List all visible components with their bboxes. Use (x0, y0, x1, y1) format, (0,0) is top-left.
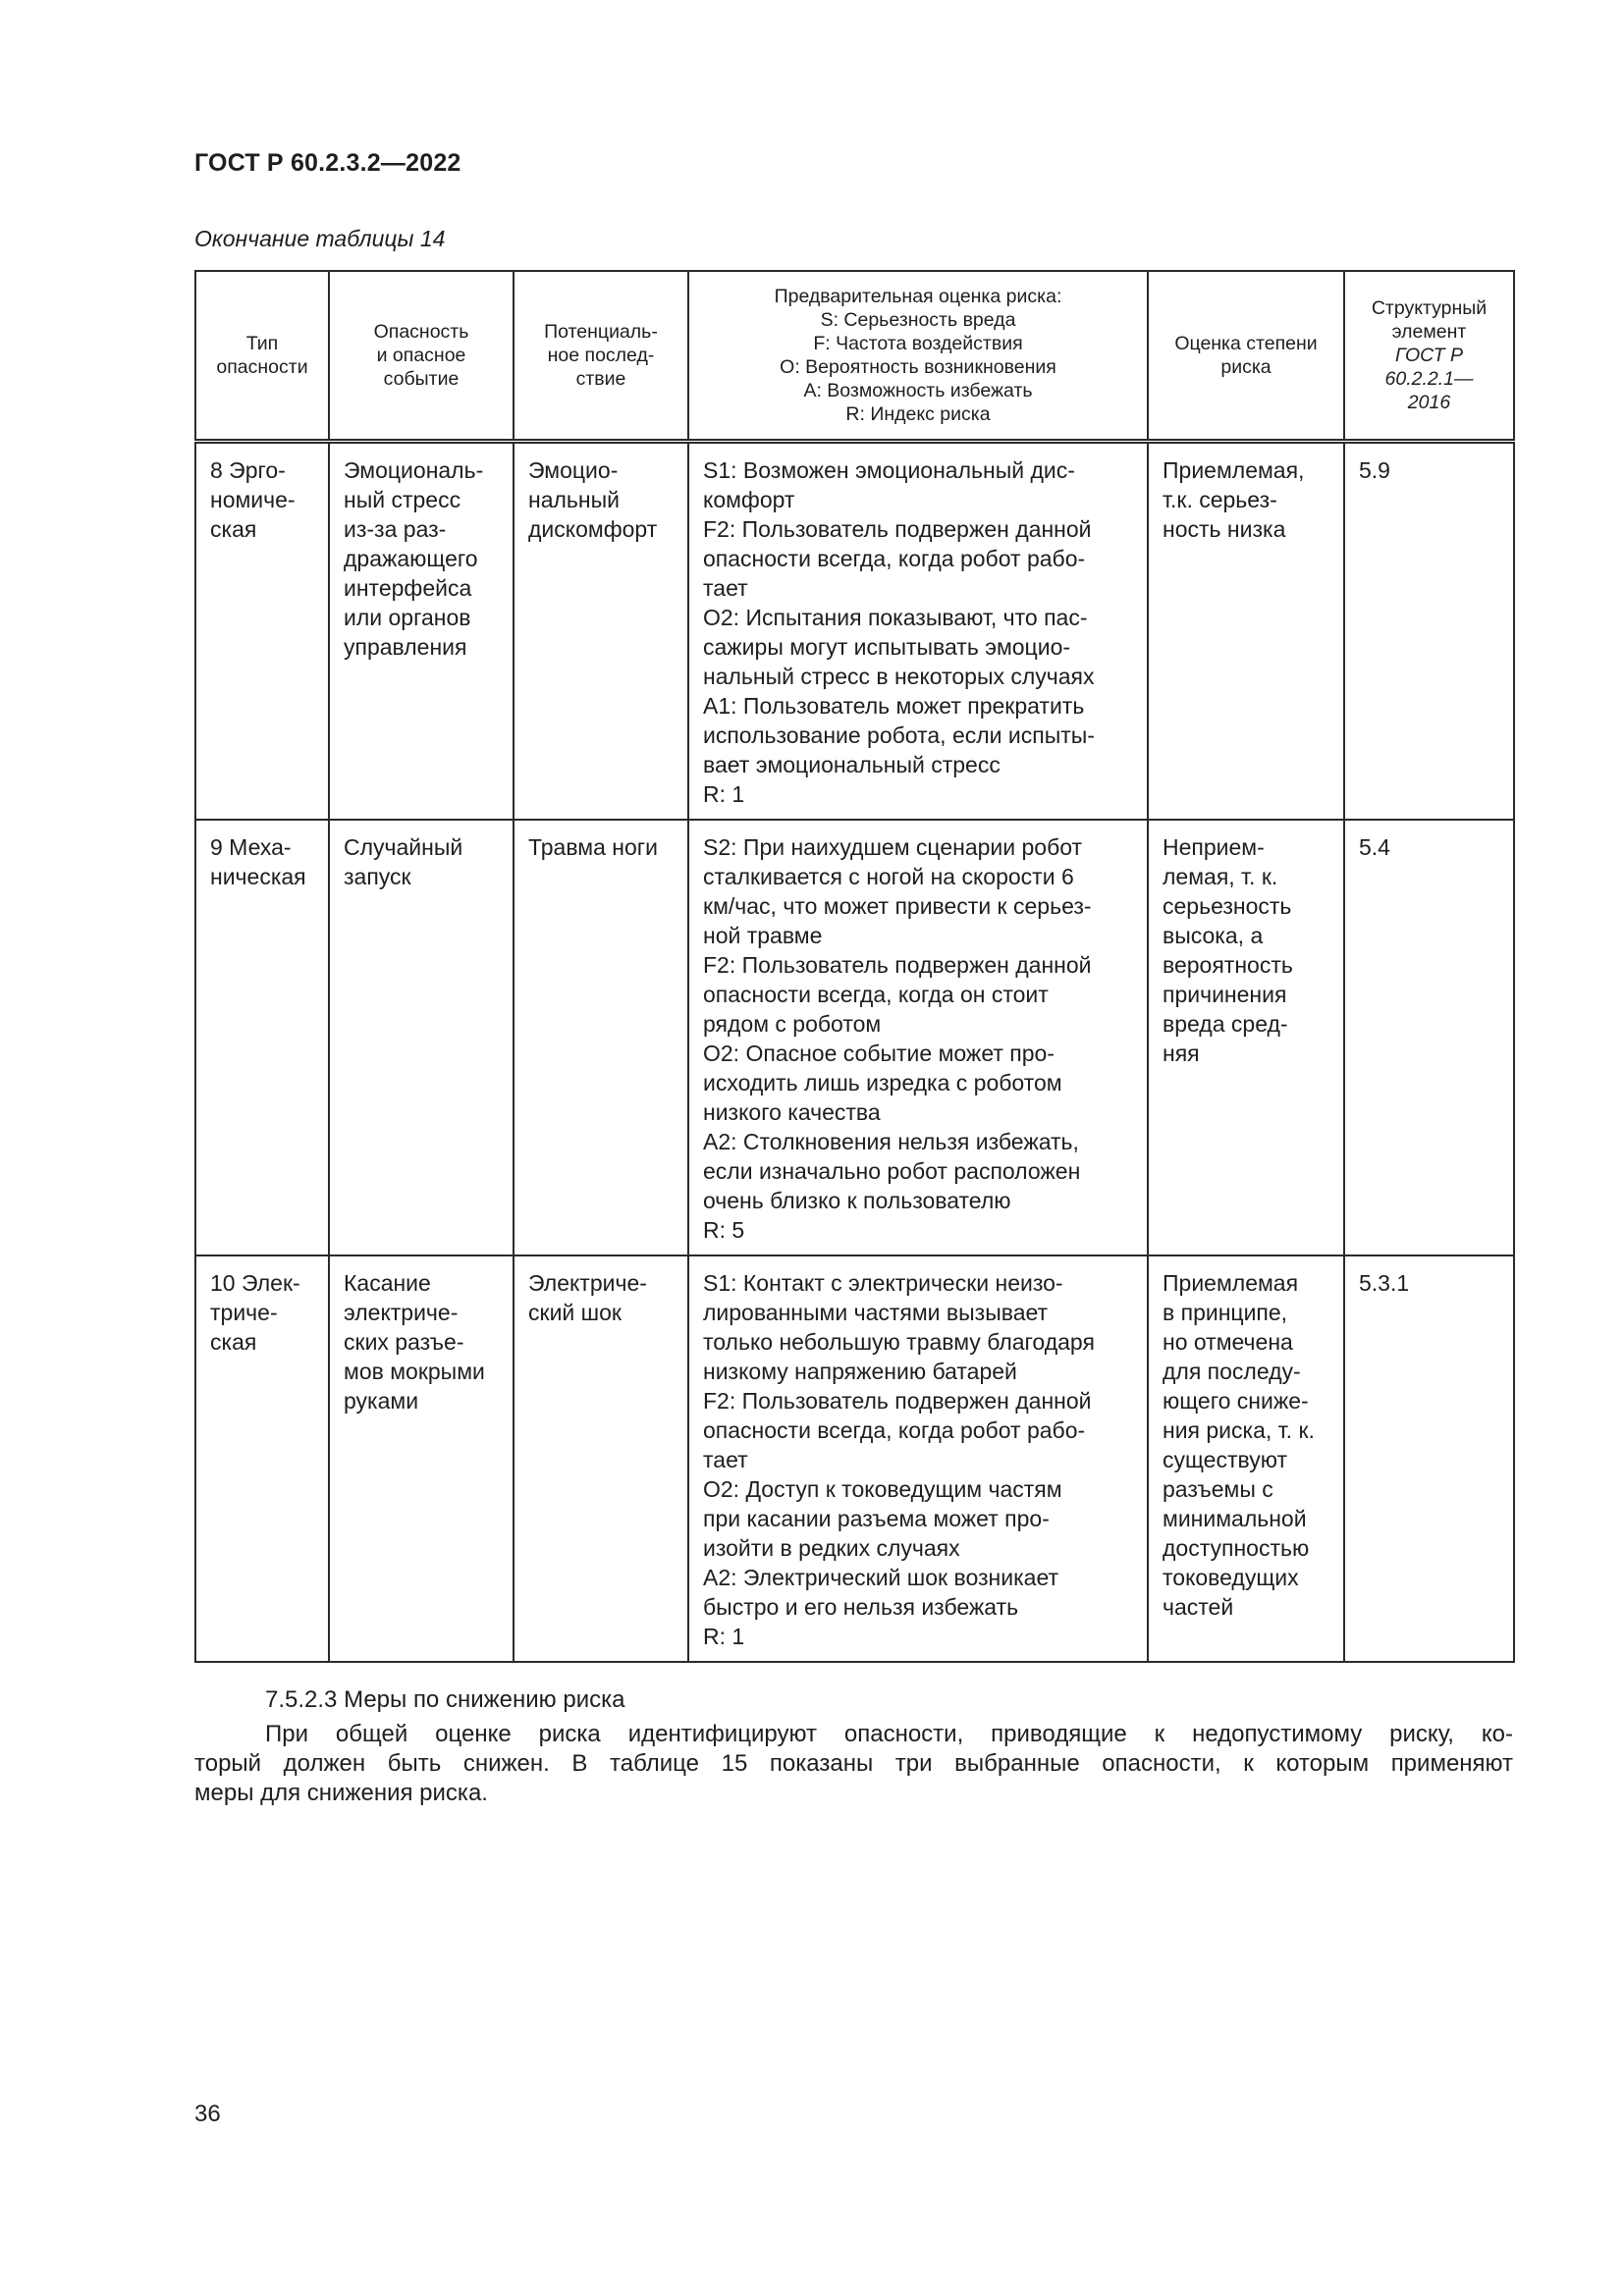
column-header-hazard: Опасность и опасное событие (329, 271, 514, 442)
column-header-type: Тип опасности (195, 271, 329, 442)
cell-type: 8 Эрго- номиче- ская (195, 442, 329, 821)
body-paragraph (194, 1720, 1513, 1808)
cell-type: 9 Меха- ническая (195, 820, 329, 1255)
cell-degree: Неприем- лемая, т. к. серьезность высока, а вероятность причинения вреда сред- няя (1148, 820, 1344, 1255)
column-header-consequence: Потенциаль- ное послед- ствие (514, 271, 688, 442)
cell-degree: Приемлемая, т.к. серьез- ность низка (1148, 442, 1344, 821)
table-row (195, 820, 1514, 1255)
cell-element: 5.4 (1344, 820, 1514, 1255)
risk-assessment-table (194, 270, 1515, 1663)
cell-assessment: S1: Возможен эмоциональный дис- комфорт F2: Пользователь подвержен данной опасности всегда, когда робот рабо- тает O2: Испытания показывают, что пас- сажиры могут испытывать эмоцио- нальный стресс в некоторых случаях A1: Пользователь может прекратить использование робота, если испыты- вает эмоциональный стресс R: 1 (688, 442, 1148, 821)
cell-consequence: Электриче- ский шок (514, 1255, 688, 1662)
cell-hazard: Касание электриче- ских разъе- мов мокрыми руками (329, 1255, 514, 1662)
paragraph-line: меры для снижения риска. (194, 1780, 488, 1806)
cell-consequence: Эмоцио- нальный дискомфорт (514, 442, 688, 821)
table-caption: Окончание таблицы 14 (194, 226, 446, 251)
column-header-element: Структурный элемент ГОСТ Р 60.2.2.1— 2016 (1344, 271, 1514, 442)
page-number: 36 (194, 2101, 221, 2127)
cell-hazard: Случайный запуск (329, 820, 514, 1255)
table-row (195, 1255, 1514, 1662)
cell-element: 5.3.1 (1344, 1255, 1514, 1662)
paragraph-line: торый должен быть снижен. В таблице 15 показаны три выбранные опасности, к которым применяют (194, 1750, 1513, 1777)
cell-assessment: S2: При наихудшем сценарии робот сталкивается с ногой на скорости 6 км/час, что может привести к серьез- ной травме F2: Пользователь подвержен данной опасности всегда, когда он стоит рядом с роботом O2: Опасное событие может про- исходить лишь изредка с роботом низкого качества A2: Столкновения нельзя избежать, если изначально робот расположен очень близко к пользователю R: 5 (688, 820, 1148, 1255)
table-row (195, 442, 1514, 821)
column-header-degree: Оценка степени риска (1148, 271, 1344, 442)
section-heading: 7.5.2.3 Меры по снижению риска (265, 1686, 625, 1713)
table-header-row (195, 271, 1514, 442)
column-header-assessment: Предварительная оценка риска: S: Серьезность вреда F: Частота воздействия O: Вероятность возникновения A: Возможность избежать R: Индекс риска (688, 271, 1148, 442)
cell-assessment: S1: Контакт с электрически неизо- лированными частями вызывает только небольшую травму благодаря низкому напряжению батарей F2: Пользователь подвержен данной опасности всегда, когда робот рабо- тает O2: Доступ к токоведущим частям при касании разъема может про- изойти в редких случаях A2: Электрический шок возникает быстро и его нельзя избежать R: 1 (688, 1255, 1148, 1662)
cell-hazard: Эмоциональ- ный стресс из-за раз- дражающего интерфейса или органов управления (329, 442, 514, 821)
document-header: ГОСТ Р 60.2.3.2—2022 (194, 149, 461, 177)
cell-degree: Приемлемая в принципе, но отмечена для последу- ющего сниже- ния риска, т. к. существуют разъемы с минимальной доступностью токоведущих частей (1148, 1255, 1344, 1662)
cell-element: 5.9 (1344, 442, 1514, 821)
paragraph-line: При общей оценке риска идентифицируют опасности, приводящие к недопустимому риску, ко- (265, 1721, 1513, 1747)
cell-consequence: Травма ноги (514, 820, 688, 1255)
cell-type: 10 Элек- триче- ская (195, 1255, 329, 1662)
